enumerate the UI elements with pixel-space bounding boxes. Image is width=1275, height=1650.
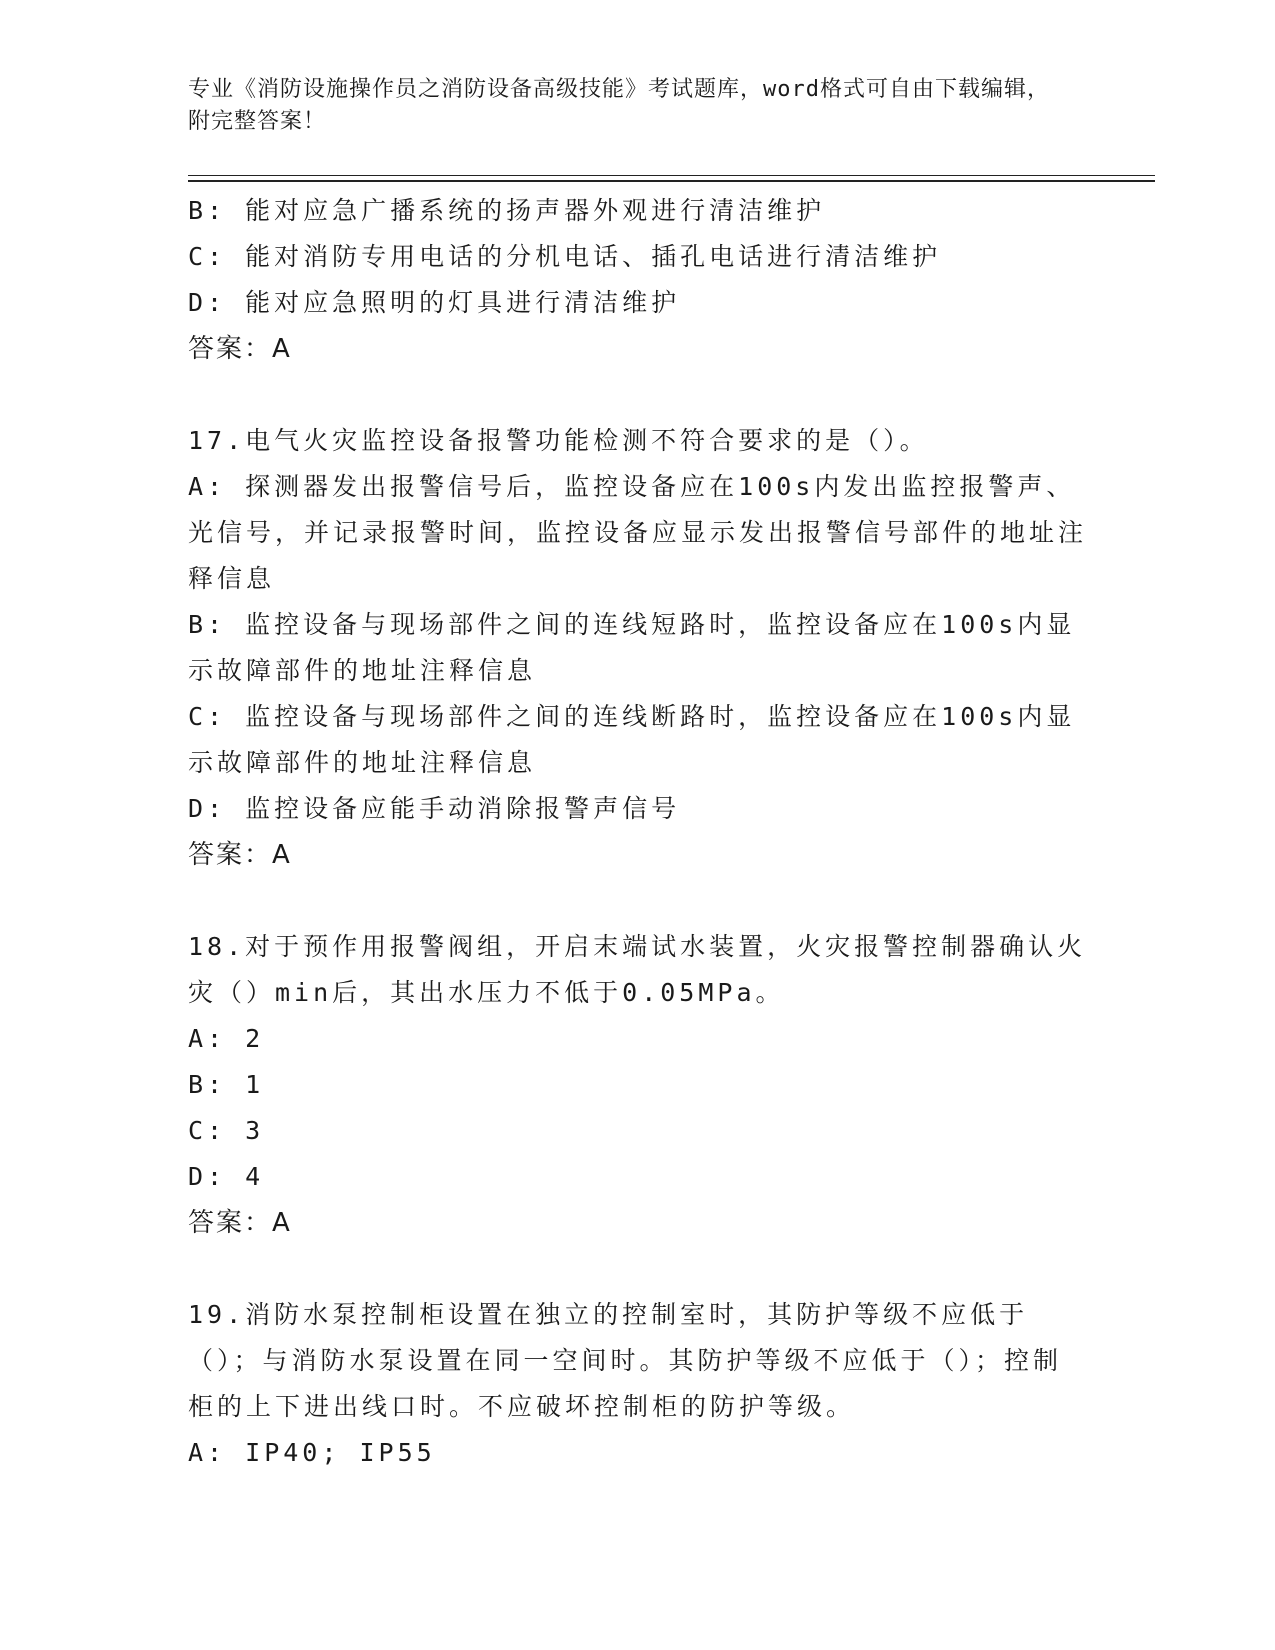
spacer	[188, 1246, 1088, 1292]
question-stem-17: 17.电气火灾监控设备报警功能检测不符合要求的是（）。	[188, 426, 929, 455]
page-header: 专业《消防设施操作员之消防设备高级技能》考试题库，word格式可自由下载编辑，附完整答案！	[188, 77, 1050, 134]
option-c: C: 能对消防专用电话的分机电话、插孔电话进行清洁维护	[188, 242, 942, 271]
spacer	[188, 372, 1088, 418]
answer-line: 答案：A	[188, 334, 292, 364]
option-b: B: 1	[188, 1070, 265, 1099]
option-a: A: 2	[188, 1024, 265, 1053]
option-a: A: 探测器发出报警信号后，监控设备应在100s内发出监控报警声、光信号，并记录报警时间，监控设备应显示发出报警信号部件的地址注释信息	[188, 472, 1088, 593]
spacer	[188, 878, 1088, 924]
answer-line: 答案：A	[188, 1208, 292, 1238]
question-stem-19: 19.消防水泵控制柜设置在独立的控制室时，其防护等级不应低于（）；与消防水泵设置在同一空间时。其防护等级不应低于（）；控制柜的上下进出线口时。不应破坏控制柜的防护等级。	[188, 1300, 1063, 1421]
header-divider-thick	[188, 180, 1155, 182]
question-stem-18: 18.对于预作用报警阀组，开启末端试水装置，火灾报警控制器确认火灾（）min后，其出水压力不低于0.05MPa。	[188, 932, 1087, 1007]
header-divider-thin	[188, 175, 1155, 176]
option-b: B: 能对应急广播系统的扬声器外观进行清洁维护	[188, 196, 826, 225]
option-d: D: 能对应急照明的灯具进行清洁维护	[188, 288, 681, 317]
option-c: C: 3	[188, 1116, 265, 1145]
option-b: B: 监控设备与现场部件之间的连线短路时，监控设备应在100s内显示故障部件的地址注释信息	[188, 610, 1076, 685]
option-c: C: 监控设备与现场部件之间的连线断路时，监控设备应在100s内显示故障部件的地址注释信息	[188, 702, 1076, 777]
option-a: A: IP40; IP55	[188, 1438, 436, 1467]
option-d: D: 4	[188, 1162, 265, 1191]
question-content	[188, 188, 1088, 1476]
option-d: D: 监控设备应能手动消除报警声信号	[188, 794, 681, 823]
answer-line: 答案：A	[188, 840, 292, 870]
